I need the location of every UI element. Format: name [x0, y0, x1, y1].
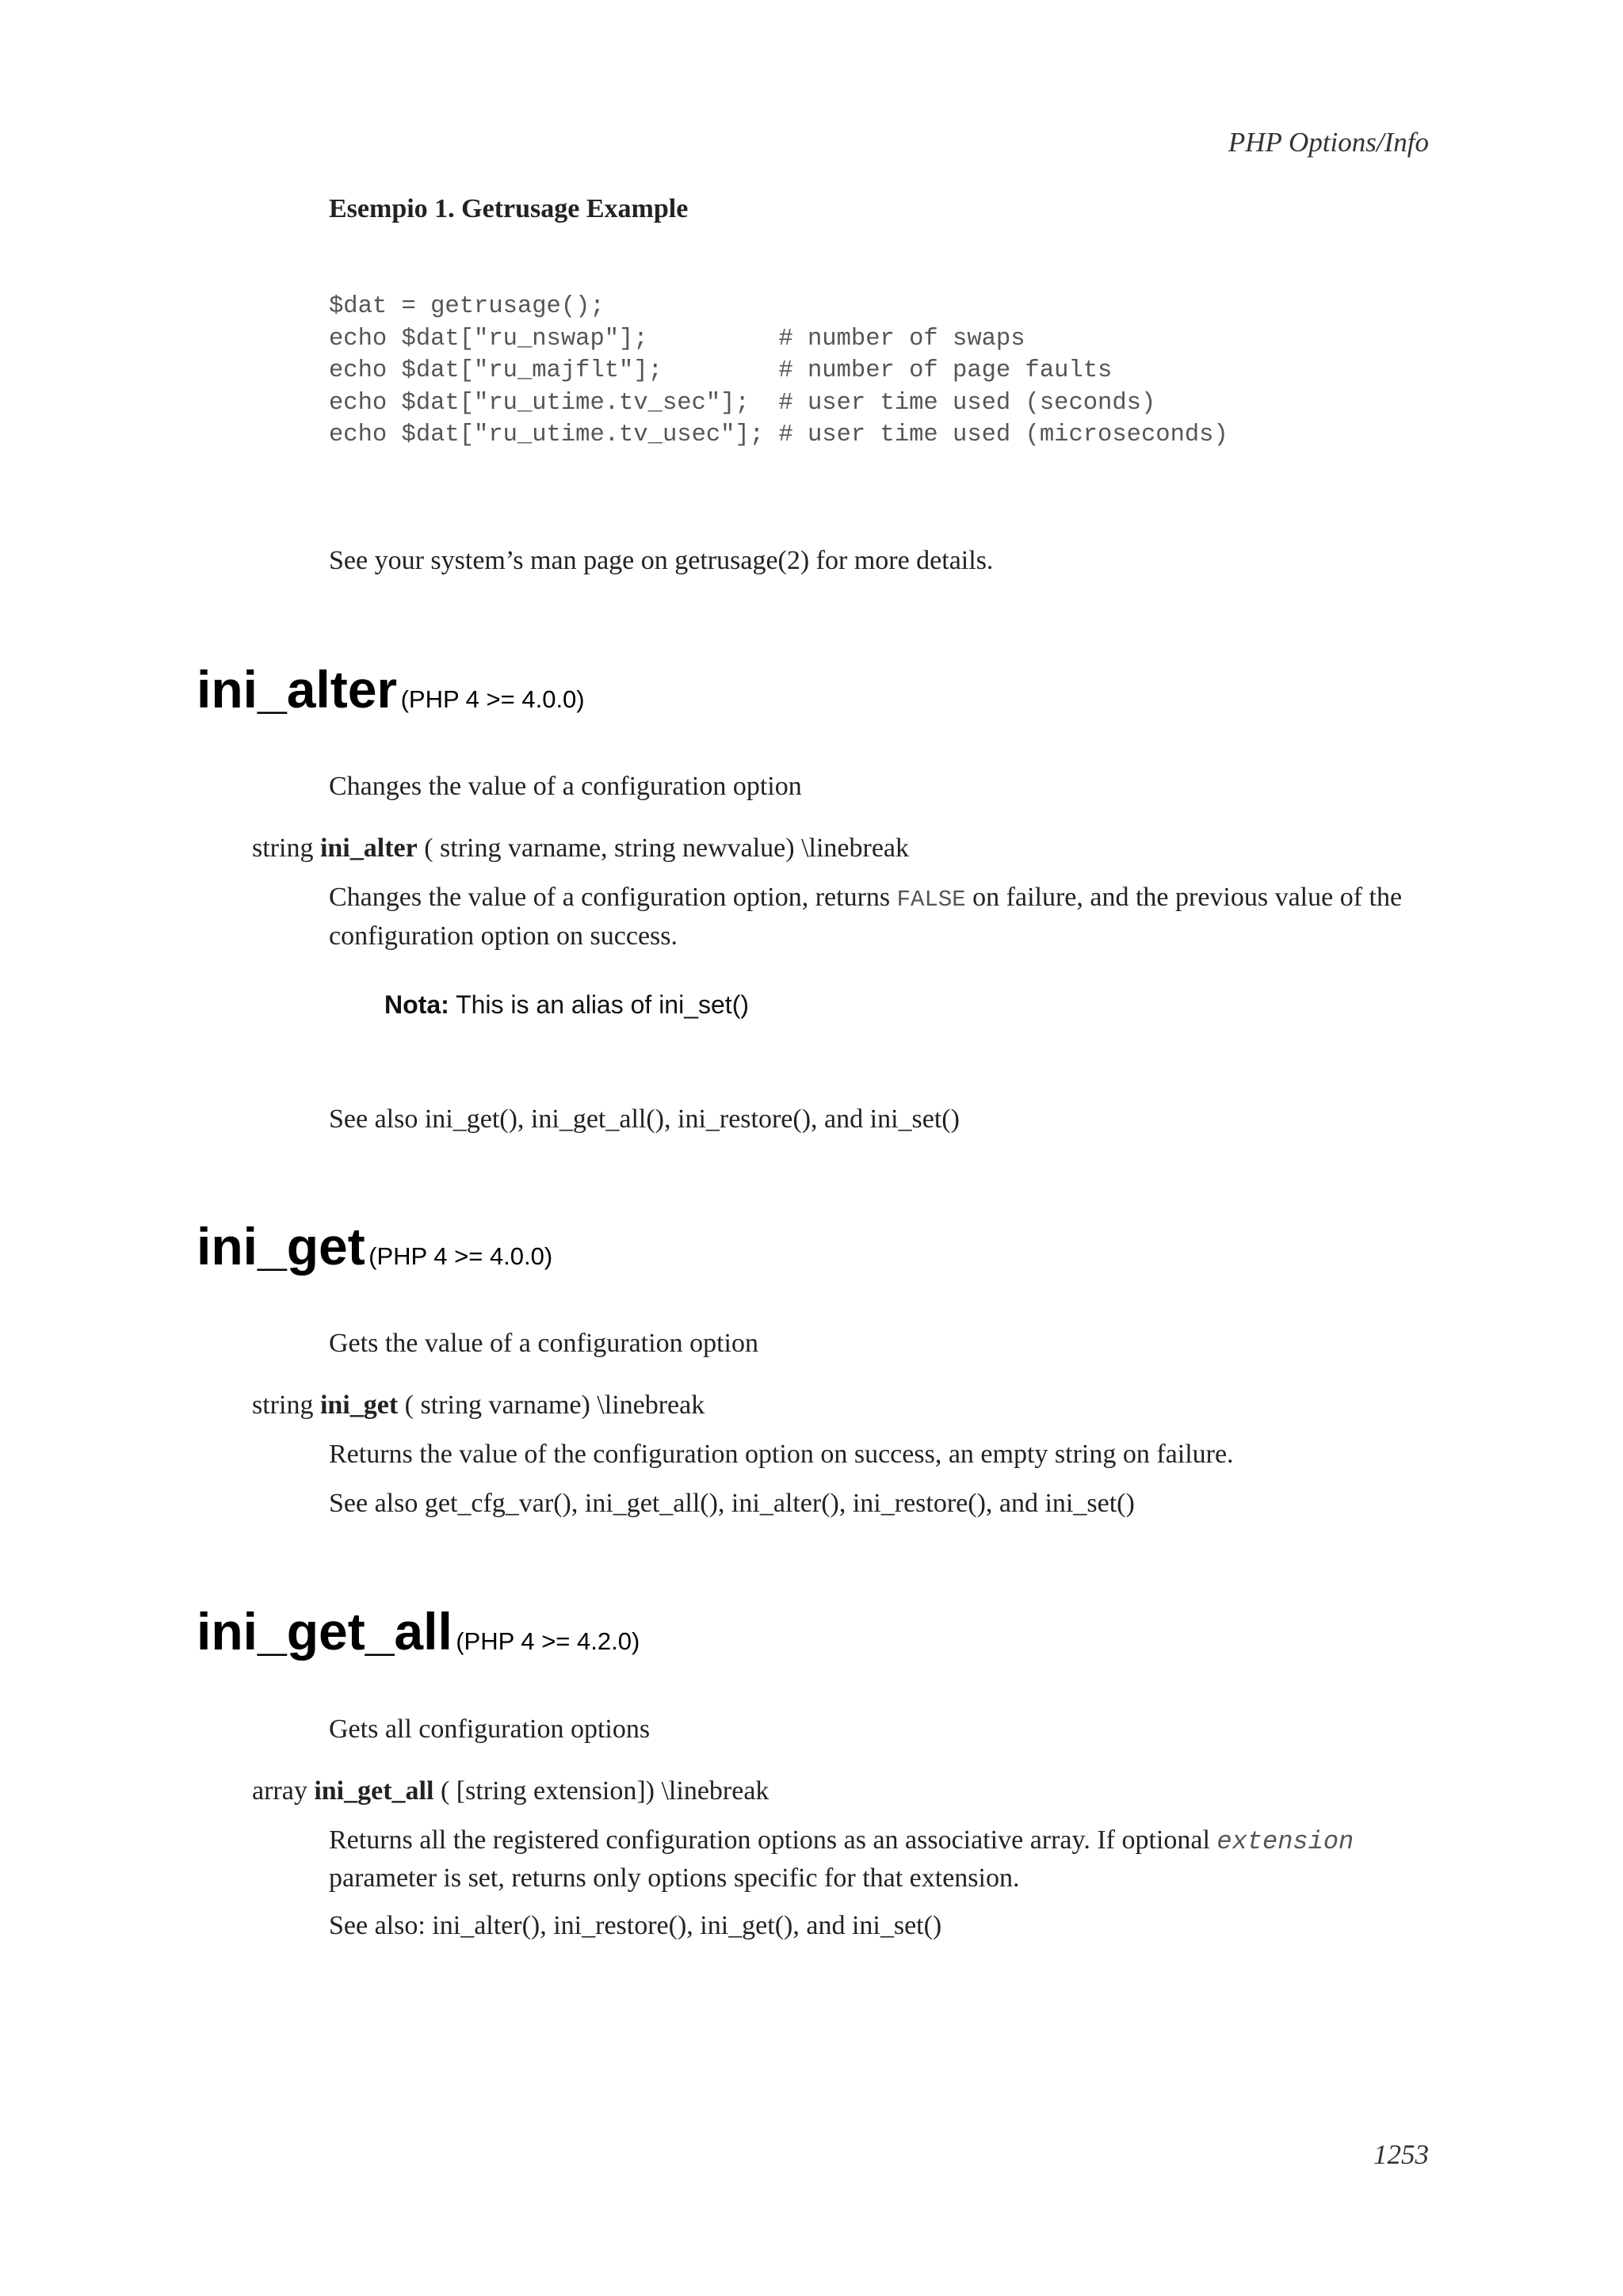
return-type: string: [252, 833, 314, 863]
example-title: Esempio 1. Getrusage Example: [329, 194, 689, 223]
section-heading-ini-alter: [197, 659, 585, 719]
description-text: Returns the value of the configuration option on success, an empty string on failure.: [329, 1440, 1234, 1469]
function-signature: [252, 830, 909, 867]
version-info: (PHP 4 >= 4.2.0): [456, 1627, 640, 1655]
description-part: Changes the value of a configuration option, returns: [329, 883, 891, 912]
see-also-text: See also: ini_alter(), ini_restore(), ini_get(), and ini_set(): [329, 1911, 942, 1940]
page-number: 1253: [1373, 2139, 1429, 2170]
function-name: ini_get_all: [197, 1602, 453, 1661]
code-line: echo $dat["ru_majflt"]; # number of page faults: [329, 357, 1113, 384]
note-text: This is an alias of ini_set(): [456, 990, 749, 1019]
version-info: (PHP 4 >= 4.0.0): [369, 1242, 553, 1270]
note-label: Nota:: [384, 990, 449, 1019]
description-part: Returns all the registered configuration options as an associative array. If optional: [329, 1825, 1210, 1855]
description-part: on failure, and the previous value of the configuration option on success.: [329, 883, 1403, 951]
code-line: echo $dat["ru_nswap"]; # number of swaps: [329, 325, 1025, 353]
see-also-text: See also get_cfg_var(), ini_get_all(), ini_alter(), ini_restore(), and ini_set(): [329, 1489, 1135, 1518]
description-part: parameter is set, returns only options specific for that extension.: [329, 1863, 1020, 1893]
function-signature: [252, 1387, 705, 1424]
section-heading-ini-get-all: [197, 1601, 640, 1661]
purpose-text: Gets all configuration options: [329, 1714, 651, 1744]
return-type: string: [252, 1390, 314, 1420]
function-name: ini_alter: [197, 660, 398, 719]
code-line: echo $dat["ru_utime.tv_sec"]; # user time used (seconds): [329, 389, 1156, 417]
see-also-text: See also ini_get(), ini_get_all(), ini_restore(), and ini_set(): [329, 1104, 960, 1134]
note: [384, 990, 749, 1020]
purpose-text: Gets the value of a configuration option: [329, 1329, 758, 1358]
signature-name: ini_get: [319, 1390, 399, 1420]
version-info: (PHP 4 >= 4.0.0): [400, 685, 585, 713]
false-constant: FALSE: [896, 887, 966, 913]
running-header: PHP Options/Info: [1228, 127, 1429, 158]
signature-args: ( string varname) \linebreak: [404, 1390, 705, 1420]
code-line: echo $dat["ru_utime.tv_usec"]; # user time used (microseconds): [329, 421, 1228, 448]
signature-name: ini_get_all: [314, 1776, 434, 1806]
purpose-text: Changes the value of a configuration option: [329, 772, 802, 801]
function-signature: [252, 1773, 769, 1810]
signature-args: ( string varname, string newvalue) \linebreak: [424, 833, 910, 863]
description-text: [329, 879, 1438, 955]
function-name: ini_get: [197, 1217, 365, 1276]
parameter-name: extension: [1216, 1827, 1354, 1856]
signature-args: ( [string extension]) \linebreak: [440, 1776, 769, 1806]
return-type: array: [252, 1776, 307, 1806]
example-followup-text: See your system’s man page on getrusage(2) for more details.: [329, 546, 994, 575]
signature-name: ini_alter: [319, 833, 418, 863]
code-block: [329, 291, 1228, 452]
section-heading-ini-get: [197, 1216, 552, 1276]
description-text: [329, 1822, 1438, 1897]
code-line: $dat = getrusage();: [329, 293, 605, 320]
